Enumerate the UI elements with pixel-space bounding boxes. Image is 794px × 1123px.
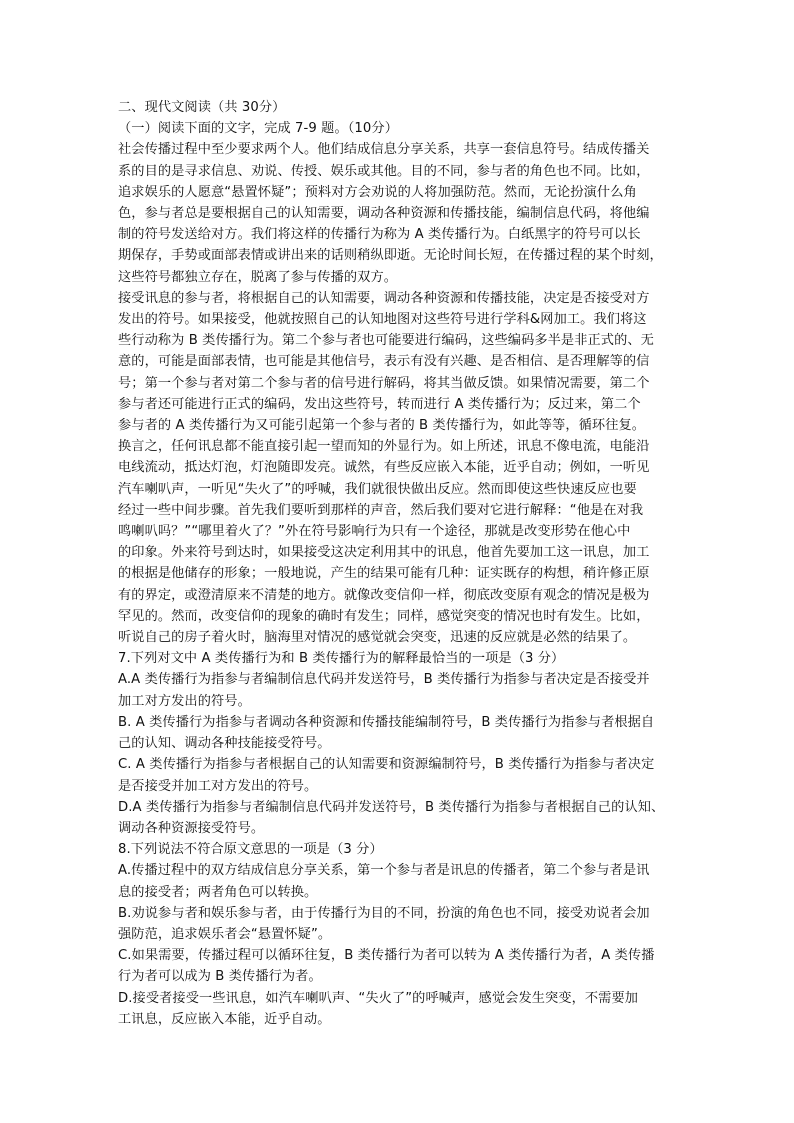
passage-line: 些行动称为 B 类传播行为。第二个参与者也可能要进行编码，这些编码多半是非正式的、无: [118, 333, 654, 349]
question-7-option-c: [118, 754, 678, 796]
passage-line: 汽车喇叭声，一听见“失火了”的呼喊，我们就很快做出反应。然而即使这些快速反应也要: [118, 481, 637, 497]
passage-paragraph-3: [118, 436, 678, 648]
passage-line: 发出的符号。如果接受，他就按照自己的认知地图对这些符号进行学科&网加工。我们将这: [118, 312, 647, 328]
question-8-option-b: [118, 903, 678, 945]
passage-line: 追求娱乐的人愿意“悬置怀疑”；预料对方会劝说的人将加强防范。然而，无论扮演什么角: [118, 184, 637, 200]
passage-line: 意的，可能是面部表情，也可能是其他信号，表示有没有兴趣、是否相信、是否理解等的信: [118, 354, 650, 370]
option-line: 加工对方发出的符号。: [118, 693, 251, 709]
passage-line: 制的符号发送给对方。我们将这样的传播行为称为 A 类传播行为。白纸黑字的符号可以长: [118, 227, 641, 243]
passage-line: 听说自己的房子着火时，脑海里对情况的感觉就会突变，迅速的反应就是必然的结果了。: [118, 630, 637, 646]
passage-line: 参与者还可能进行正式的编码，发出这些符号，转而进行 A 类传播行为；反过来，第二个: [118, 396, 641, 412]
question-7: [118, 648, 678, 839]
option-line: 行为者可以成为 B 类传播行为者。: [118, 969, 322, 985]
passage-line: 换言之，任何讯息都不能直接引起一望而知的外显行为。如上所述，讯息不像电流，电能沿: [118, 439, 650, 455]
question-8-option-d: [118, 988, 678, 1030]
passage-line: 社会传播过程中至少要求两个人。他们结成信息分享关系，共享一套信息符号。结成传播关: [118, 142, 650, 158]
passage-line: 罕见的。然而，改变信仰的现象的确时有发生；同样，感觉突变的情况也时有发生。比如，: [118, 608, 650, 624]
option-line: D.A 类传播行为指参与者编制信息代码并发送符号，B 类传播行为指参与者根据自己的认知、: [118, 799, 665, 815]
passage-line: 期保存，手势或面部表情或讲出来的话则稍纵即逝。无论时间长短，在传播过程的某个时刻，: [118, 248, 663, 264]
question-7-option-d: [118, 797, 678, 839]
passage-line: 的印象。外来符号到达时，如果接受这决定利用其中的讯息，他首先要加工这一讯息，加工: [118, 545, 650, 561]
passage-line: 系的目的是寻求信息、劝说、传授、娱乐或其他。目的不同，参与者的角色也不同。比如，: [118, 163, 650, 179]
option-line: B. A 类传播行为指参与者调动各种资源和传播技能编制符号，B 类传播行为指参与者根据自: [118, 714, 655, 730]
option-line: A.A 类传播行为指参与者编制信息代码并发送符号，B 类传播行为指参与者决定是否接受并: [118, 672, 650, 688]
passage-line: 的根据是他储存的形象；一般地说，产生的结果可能有几种：证实既存的构想，稍许修正原: [118, 566, 650, 582]
passage-line: 经过一些中间步骤。首先我们要听到那样的声音，然后我们要对它进行解释：“他是在对我: [118, 502, 644, 518]
option-line: D.接受者接受一些讯息，如汽车喇叭声、“失火了”的呼喊声，感觉会发生突变，不需要加: [118, 990, 639, 1006]
passage-line: 这些符号都独立存在，脱离了参与传播的双方。: [118, 269, 398, 285]
option-line: C.如果需要，传播过程可以循环往复，B 类传播行为者可以转为 A 类传播行为者，A 类传播: [118, 948, 655, 964]
option-line: A.传播过程中的双方结成信息分享关系，第一个参与者是讯息的传播者，第二个参与者是讯: [118, 863, 650, 879]
subsection-title: （一）阅读下面的文字，完成 7-9 题。（10分）: [118, 121, 398, 137]
question-8-option-a: [118, 860, 678, 902]
passage-paragraph-1: [118, 139, 678, 287]
question-8-stem: 8.下列说法不符合原文意思的一项是（3 分）: [118, 842, 383, 858]
exam-page: [118, 97, 678, 1030]
question-7-stem: 7.下列对文中 A 类传播行为和 B 类传播行为的解释最恰当的一项是（3 分）: [118, 651, 565, 667]
passage-line: 色，参与者总是要根据自己的认知需要，调动各种资源和传播技能，编制信息代码，将他编: [118, 206, 650, 222]
question-8: [118, 839, 678, 1030]
passage-line: 鸣喇叭吗？”“哪里着火了？”外在符号影响行为只有一个途径，那就是改变形势在他心中: [118, 524, 631, 540]
passage-line: 参与者的 A 类传播行为又可能引起第一个参与者的 B 类传播行为，如此等等，循环往复。: [118, 418, 646, 434]
passage-line: 有的界定，或澄清原来不清楚的地方。就像改变信仰一样，彻底改变原有观念的情况是极为: [118, 587, 650, 603]
passage-line: 号；第一个参与者对第二个参与者的信号进行解码，将其当做反馈。如果情况需要，第二个: [118, 375, 650, 391]
question-7-option-a: [118, 669, 678, 711]
section-title: 二、现代文阅读（共 30分）: [118, 100, 286, 115]
question-8-option-c: [118, 945, 678, 987]
option-line: 是否接受并加工对方发出的符号。: [118, 778, 318, 794]
option-line: B.劝说参与者和娱乐参与者，由于传播行为目的不同，扮演的角色也不同，接受劝说者会加: [118, 905, 650, 921]
question-7-option-b: [118, 712, 678, 754]
option-line: 强防范，追求娱乐者会“悬置怀疑”。: [118, 926, 332, 942]
passage-line: 接受讯息的参与者，将根据自己的认知需要，调动各种资源和传播技能，决定是否接受对方: [118, 290, 650, 306]
option-line: C. A 类传播行为指参与者根据自己的认知需要和资源编制符号，B 类传播行为指参与者决定: [118, 757, 655, 773]
passage-paragraph-2: [118, 288, 678, 436]
passage-line: 电线流动，抵达灯泡，灯泡随即发亮。诚然，有些反应嵌入本能，近乎自动；例如，一听见: [118, 460, 650, 476]
option-line: 工讯息，反应嵌入本能，近乎自动。: [118, 1011, 331, 1027]
option-line: 己的认知、调动各种技能接受符号。: [118, 736, 331, 752]
option-line: 调动各种资源接受符号。: [118, 820, 265, 836]
option-line: 息的接受者；两者角色可以转换。: [118, 884, 318, 900]
